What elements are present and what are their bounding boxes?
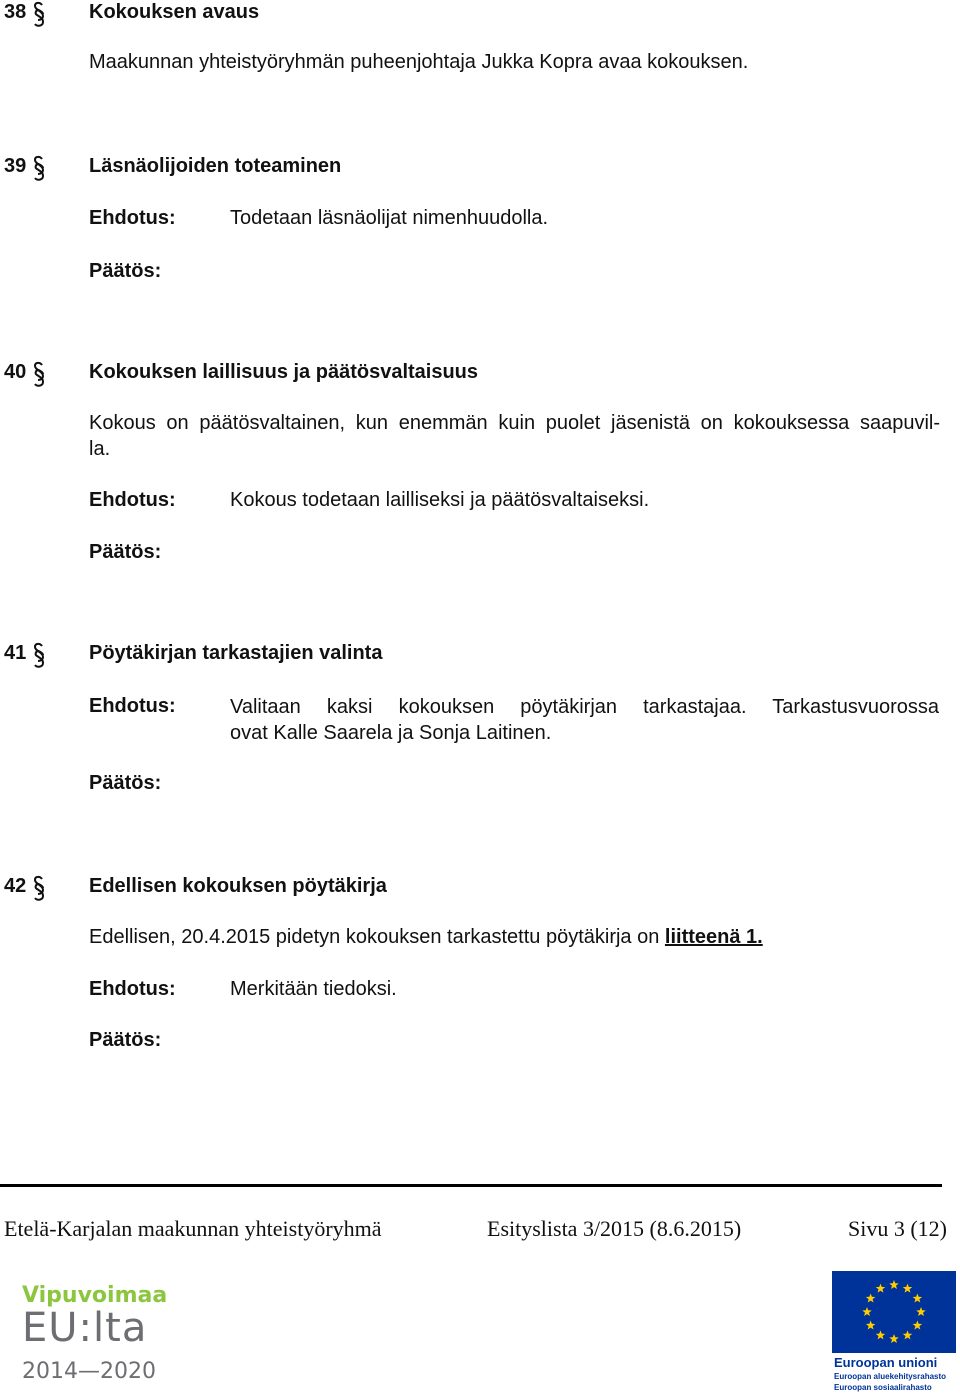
section-39-number: 39 [4, 155, 27, 177]
section-sign-icon [32, 0, 46, 30]
section-42-number: 42 [4, 875, 27, 897]
section-42-proposal: Merkitään tiedoksi. [230, 978, 397, 1000]
eu-logo-name: Euroopan unioni [834, 1355, 938, 1370]
section-40-number: 40 [4, 361, 27, 383]
section-38-title: Kokouksen avaus [89, 1, 260, 23]
section-41-proposal-line-1: Valitaan kaksi kokouksen pöytäkirjan tarkastajaa. Tarkastusvuorossa [230, 696, 939, 718]
section-38-number: 38 [4, 1, 27, 23]
decision-label: Päätös: [89, 772, 162, 794]
footer-document: Esityslista 3/2015 (8.6.2015) [487, 1216, 742, 1241]
proposal-label: Ehdotus: [89, 489, 176, 511]
footer-organization: Etelä-Karjalan maakunnan yhteistyöryhmä [4, 1216, 382, 1241]
proposal-label: Ehdotus: [89, 978, 176, 1000]
section-41-proposal-line-2: ovat Kalle Saarela ja Sonja Laitinen. [230, 722, 552, 744]
eu-logo-fund-2: Euroopan sosiaalirahasto [834, 1383, 932, 1392]
section-sign-icon [32, 360, 46, 390]
section-39-proposal: Todetaan läsnäolijat nimenhuudolla. [230, 207, 549, 229]
section-sign-icon [32, 641, 46, 671]
section-41-title: Pöytäkirjan tarkastajien valinta [89, 642, 383, 664]
section-42-body-text: Edellisen, 20.4.2015 pidetyn kokouksen tarkastettu pöytäkirja on [89, 926, 665, 948]
section-40-body [89, 410, 940, 462]
section-41-number: 41 [4, 642, 27, 664]
eu-logo-fund-1: Euroopan aluekehitysrahasto [834, 1372, 947, 1381]
section-41-proposal [230, 694, 939, 746]
vipuvoimaa-logo [22, 1283, 172, 1388]
proposal-label: Ehdotus: [89, 207, 176, 229]
proposal-label: Ehdotus: [89, 695, 176, 717]
vipuvoimaa-logo-line2: EU:lta [22, 1305, 148, 1351]
section-40-proposal: Kokous todetaan lailliseksi ja päätösvaltaiseksi. [230, 489, 650, 511]
section-40-body-line-1: Kokous on päätösvaltainen, kun enemmän kuin puolet jäsenistä on kokouksessa saapuvil- [89, 412, 940, 434]
section-42-body [89, 926, 763, 949]
section-38-body: Maakunnan yhteistyöryhmän puheenjohtaja Jukka Kopra avaa kokouksen. [89, 51, 749, 73]
decision-label: Päätös: [89, 541, 162, 563]
section-sign-icon [32, 874, 46, 904]
vipuvoimaa-logo-years: 2014—2020 [22, 1359, 156, 1384]
decision-label: Päätös: [89, 1029, 162, 1051]
section-42-title: Edellisen kokouksen pöytäkirja [89, 875, 387, 897]
footer-page-number: Sivu 3 (12) [848, 1216, 947, 1241]
section-40-title: Kokouksen laillisuus ja päätösvaltaisuus [89, 361, 479, 383]
section-40-body-line-2: la. [89, 438, 111, 460]
decision-label: Päätös: [89, 260, 162, 282]
eu-flag-icon [832, 1271, 956, 1353]
eu-logo [832, 1271, 956, 1397]
attachment-link[interactable]: liitteenä 1. [664, 926, 763, 948]
footer-divider [0, 1184, 942, 1187]
vipuvoimaa-logo-line1: Vipuvoimaa [22, 1283, 168, 1308]
section-sign-icon [32, 154, 46, 184]
section-39-title: Läsnäolijoiden toteaminen [89, 155, 342, 177]
